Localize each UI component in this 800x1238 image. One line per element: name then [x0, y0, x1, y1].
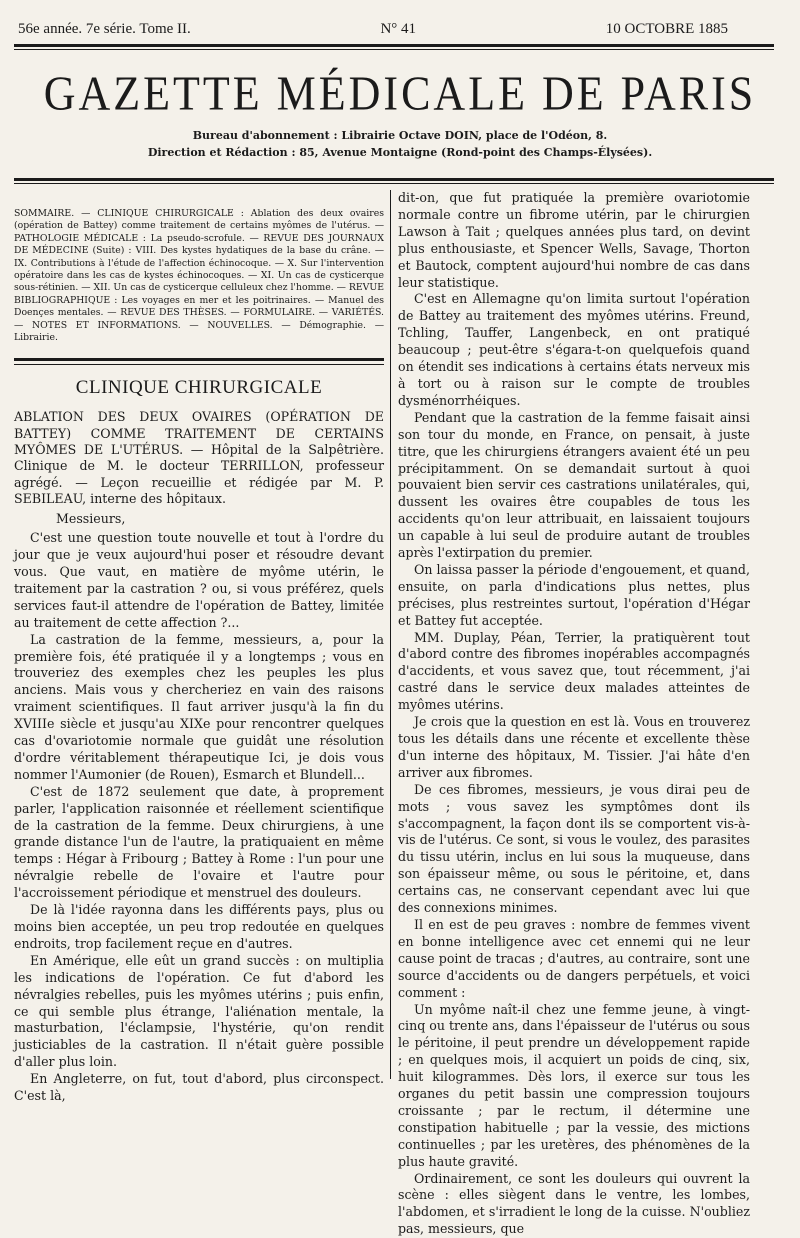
paragraph: Pendant que la castration de la femme faisait ainsi son tour du monde, en France, on pensait, à juste titre, que les chirurgiens étrangers avaient été un peu précipitamment. On se demandait surtout à quoi pouvaient bien servir ces castrations unilatérales, qui, dussent les ovaires être coupables de tous les accidents qu'on leur attribuait, en laissaient toujours un capable à lui seul de produire autant de troubles après l'extirpation du premier. [398, 409, 750, 561]
masthead-rule [14, 178, 774, 181]
paragraph: C'est en Allemagne qu'on limita surtout l'opération de Battey au traitement des myômes utérins. Freund, Tchling, Tauffer, Langenbeck, en ont pratiqué beaucoup ; peut-être s'égara-t-on quelquefois quand on étendit ses indications à certains états nerveux mis à tort ou à raison sur le compte de troubles dysménorrhéiques. [398, 291, 750, 408]
masthead-title: GAZETTE MÉDICALE DE PARIS [43, 66, 757, 121]
paragraph: De là l'idée rayonna dans les différents pays, plus ou moins bien acceptée, un peu trop redoutée en quelques endroits, trop facilement reçue en d'autres. [14, 902, 384, 951]
paragraph: MM. Duplay, Péan, Terrier, la pratiquèrent tout d'abord contre des fibromes inopérables accompagnés d'accidents, et vous savez que, tout récemment, j'ai castré dans le service deux malades atteintes de myômes utérins. [398, 629, 750, 713]
right-article-body [398, 190, 750, 1238]
paragraph: De ces fibromes, messieurs, je vous dirai peu de mots ; vous savez les symptômes dont ils s'accompagnent, la façon dont ils se comportent vis-à-vis de l'utérus. Ce sont, si vous le voulez, des parasites du tissu utérin, inclus en lui sous la muqueuse, dans son épaisseur même, ou sous le péritoine, et, dans certains cas, ne conservant cependant avec lui que des connexions minimes. [398, 781, 750, 916]
paragraph: C'est une question toute nouvelle et tout à l'ordre du jour que je veux aujourd'hui poser et résoudre devant vous. Que vaut, en matière de myôme utérin, le traitement par la castration ? ou, si vous préférez, quels services faut-il attendre de l'opération de Battey, limitée au traitement de cette affection ?... [14, 530, 384, 630]
paragraph: La castration de la femme, messieurs, a, pour la première fois, été pratiquée il y a longtemps ; vous en trouveriez des exemples chez les peuples les plus anciens. Mais vous y chercheriez en vain des raisons vraiment scientifiques. Il faut arriver jusqu'à la fin du XVIIIe siècle et jusqu'au XIXe pour rencontrer quelques cas d'ovariotomie normale que guidât une résolution d'ordre véritablement thérapeutique Ici, je dois vous nommer l'Aumonier (de Rouen), Esmarch et Blundell... [14, 631, 384, 782]
paragraph: Je crois que la question en est là. Vous en trouverez tous les détails dans une récente et excellente thèse d'un interne des hôpitaux, M. Tissier. J'ai hâte d'en arriver aux fibromes. [398, 714, 750, 780]
header-rule-thin [14, 49, 774, 50]
paragraph: C'est de 1872 seulement que date, à proprement parler, l'application raisonnée et réellement scientifique de la castration de la femme. Deux chirurgiens, à une grande distance l'un de l'autre, la pratiquaient en même temps : Hégar à Fribourg ; Battey à Rome : l'un pour une névralgie rebelle de l'ovaire et l'autre pour l'accroissement périodique et menstruel des douleurs. [14, 783, 384, 901]
paragraph: On laissa passer la période d'engouement, et quand, ensuite, on parla d'indications plus nettes, plus précises, plus restreintes surtout, l'opération d'Hégar et Battey fut acceptée. [398, 561, 750, 628]
section-title: CLINIQUE CHIRURGICALE [75, 377, 323, 399]
subscription-line: Bureau d'abonnement : Librairie Octave DOIN, place de l'Odéon, 8. [192, 129, 608, 142]
issue-header [18, 18, 728, 40]
issue-number: N° 41 [380, 20, 417, 37]
summary: SOMMAIRE. — CLINIQUE CHIRURGICALE : Ablation des deux ovaires (opération de Battey) comme traitement de certains myômes de l'utérus. — PATHOLOGIE MÉDICALE : La pseudo-scrofule. — REVUE DES JOURNAUX DE MÉDECINE (Suite) : VIII. Des kystes hydatiques de la base du crâne. — IX. Contributions à l'étude de l'affection échinocoque. — X. Sur l'intervention opératoire dans les cas de kystes échinocoques. — XI. Un cas de cysticerque sous-rétinien. — XII. Un cas de cysticerque celluleux chez l'homme. — REVUE BIBLIOGRAPHIQUE : Les voyages en mer et les poitrinaires. — Manuel des Doençes mentales. — REVUE DES THÈSES. — FORMULAIRE. — VARIÉTÉS. — NOTES ET INFORMATIONS. — NOUVELLES. — Démographie. — Librairie. [14, 208, 384, 344]
lecture-heading: ABLATION DES DEUX OVAIRES (OPÉRATION DE BATTEY) COMME TRAITEMENT DE CERTAINS MYÔMES DE L'UTÉRUS. — Hôpital de la Salpêtrière. Clinique de M. le docteur TERRILLON, professeur agrégé. — Leçon recueillie et rédigée par M. P. SEBILEAU, interne des hôpitaux. [14, 409, 384, 506]
paragraph: Un myôme naît-il chez une femme jeune, à vingt-cinq ou trente ans, dans l'épaisseur de l'utérus ou sous le péritoine, il peut prendre un développement rapide ; en quelques mois, il acquiert un poids de cinq, six, huit kilogrammes. Dès lors, il exerce sur tous les organes du petit bassin une compression toujours croissante ; par le rectum, il détermine une constipation habituelle ; par la vessie, des mictions continuelles ; par les uretères, des phénomènes de la plus haute gravité. [398, 1001, 750, 1169]
column-divider [390, 190, 391, 1079]
left-column [14, 190, 384, 1104]
issue-date: 10 OCTOBRE 1885 [605, 20, 728, 37]
paragraph: Ordinairement, ce sont les douleurs qui ouvrent la scène : elles siègent dans le ventre, les lombes, l'abdomen, et s'irradient le long de la cuisse. N'oubliez pas, messieurs, que [398, 1170, 750, 1237]
paragraph: Il en est de peu graves : nombre de femmes vivent en bonne intelligence avec cet ennemi qui ne leur cause point de tracas ; d'autres, au contraire, sont une source d'accidents ou de dangers perpétuels, et voici comment : [398, 916, 750, 1000]
issue-info: 56e année. 7e série. Tome II. [18, 20, 191, 37]
right-column [398, 190, 750, 1237]
direction-line: Direction et Rédaction : 85, Avenue Montaigne (Rond-point des Champs-Élysées). [147, 146, 653, 159]
summary-rule-thin [14, 364, 384, 365]
salutation: Messieurs, [56, 511, 126, 527]
header-rule [14, 44, 774, 47]
left-article-body [14, 530, 384, 1105]
paragraph: En Angleterre, on fut, tout d'abord, plus circonspect. C'est là, [14, 1071, 384, 1104]
paragraph: En Amérique, elle eût un grand succès : on multiplia les indications de l'opération. Ce fut d'abord les névralgies rebelles, puis les myômes utérins ; puis enfin, ce qui semble plus étrange, l'aliénation mentale, la masturbation, l'éclampsie, l'hystérie, qu'on rendit justiciables de la castration. Il n'était guère possible d'aller plus loin. [14, 952, 384, 1070]
masthead-rule-thin [14, 183, 774, 184]
paragraph: dit-on, que fut pratiquée la première ovariotomie normale contre un fibrome utérin, par le chirurgien Lawson à Tait ; quelques années plus tard, on devint plus enthousiaste, et Spencer Wells, Savage, Thorton et Bautock, comptent aujourd'hui nombre de cas dans leur statistique. [398, 190, 750, 290]
summary-rule [14, 358, 384, 361]
